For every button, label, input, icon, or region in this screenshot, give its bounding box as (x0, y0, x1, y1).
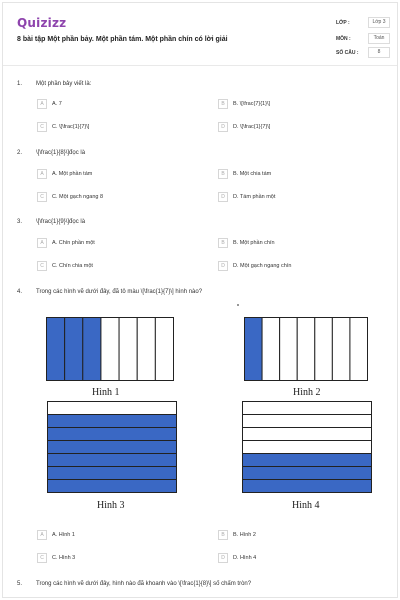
unshaded-part (243, 402, 372, 415)
option-label: B. Một chia tám (233, 171, 272, 177)
shaded-part (48, 480, 177, 493)
shaded-part (48, 467, 177, 480)
option-letter-box: C (37, 122, 47, 132)
figure-3-horizontal-strips (47, 401, 177, 493)
shaded-part (48, 428, 177, 441)
option-letter-box: B (218, 99, 228, 109)
figure-1-caption: Hình 1 (92, 387, 120, 398)
option-letter-box: D (218, 261, 228, 271)
figure-3-caption: Hình 3 (97, 500, 125, 511)
figure-4-caption: Hình 4 (292, 500, 320, 511)
question-5-text: Trong các hình vẽ dưới đây, hình nào đã khoanh vào \[\frac{1}{8}\] số chấm tròn? (36, 581, 252, 587)
shaded-part (65, 318, 83, 381)
shaded-part (243, 467, 372, 480)
option-label: D. Một gạch ngang chín (233, 263, 292, 269)
shaded-part (245, 318, 263, 381)
question-3-text: \[\frac{1}{9}\]đọc là (36, 219, 86, 225)
question-3-number: 3. (17, 219, 23, 225)
option-letter-box: A (37, 238, 47, 248)
question-1-text: Một phần bảy viết là: (36, 81, 92, 87)
option-label: A. Một phần tám (52, 171, 93, 177)
unshaded-part (243, 441, 372, 454)
unshaded-part (101, 318, 119, 381)
option-letter-box: C (37, 261, 47, 271)
option-label: B. Một phần chín (233, 240, 275, 246)
meta-count-label: SỐ CÂU : (336, 50, 359, 56)
figure-2-caption: Hình 2 (293, 387, 321, 398)
option-label: C. Hình 3 (52, 555, 76, 561)
figure-2-vertical-strips (244, 317, 368, 381)
option-letter-box: C (37, 553, 47, 563)
option-label: A. Chín phần một (52, 240, 95, 246)
unshaded-part (243, 415, 372, 428)
quizizz-logo: Quizizz (17, 16, 67, 30)
option-label: C. Chín chia một (52, 263, 93, 269)
figure-1-vertical-strips (46, 317, 174, 381)
option-label: C. \[\frac{1}{7}\] (52, 124, 90, 130)
question-1-number: 1. (17, 81, 23, 87)
option-letter-box: A (37, 99, 47, 109)
shaded-part (48, 441, 177, 454)
option-label: D. \[\frac{1}{7}\] (233, 124, 271, 130)
option-letter-box: D (218, 553, 228, 563)
option-letter-box: D (218, 122, 228, 132)
question-4-text: Trong các hình vẽ dưới đây, đã tô màu \[\frac{1}{7}\] hình nào? (36, 289, 203, 295)
meta-grade-label: LỚP : (336, 20, 350, 26)
shaded-part (243, 480, 372, 493)
unshaded-part (243, 428, 372, 441)
question-2-number: 2. (17, 150, 23, 156)
question-4-number: 4. (17, 289, 23, 295)
shaded-part (48, 454, 177, 467)
option-letter-box: D (218, 192, 228, 202)
option-label: D. Tám phần một (233, 194, 276, 200)
option-label: C. Một gạch ngang 8 (52, 194, 104, 200)
shaded-part (48, 415, 177, 428)
meta-subject-label: MÔN : (336, 36, 351, 42)
option-label: D. Hình 4 (233, 555, 257, 561)
option-letter-box: B (218, 238, 228, 248)
option-label: A. 7 (52, 101, 62, 107)
unshaded-part (297, 318, 315, 381)
figure-4-horizontal-strips (242, 401, 372, 493)
unshaded-part (350, 318, 368, 381)
unshaded-part (155, 318, 173, 381)
header-divider (3, 65, 397, 66)
meta-count-value: 8 (368, 47, 390, 58)
option-letter-box: B (218, 530, 228, 540)
option-label: A. Hình 1 (52, 532, 75, 538)
unshaded-part (48, 402, 177, 415)
shaded-part (243, 454, 372, 467)
option-letter-box: A (37, 169, 47, 179)
unshaded-part (137, 318, 155, 381)
shaded-part (83, 318, 101, 381)
stray-dot (237, 304, 239, 306)
meta-subject-value: Toán (368, 33, 390, 44)
option-letter-box: A (37, 530, 47, 540)
unshaded-part (315, 318, 333, 381)
page-title: 8 bài tập Một phần bảy. Một phần tám. Một phần chín có lời giải (17, 36, 228, 43)
unshaded-part (332, 318, 350, 381)
worksheet-page (2, 2, 398, 598)
unshaded-part (119, 318, 137, 381)
question-2-text: \[\frac{1}{8}\]đọc là (36, 150, 86, 156)
option-letter-box: C (37, 192, 47, 202)
option-label: B. \[\frac{7}{1}\] (233, 101, 270, 107)
option-letter-box: B (218, 169, 228, 179)
option-label: B. Hình 2 (233, 532, 256, 538)
question-5-number: 5. (17, 581, 23, 587)
shaded-part (47, 318, 65, 381)
unshaded-part (280, 318, 298, 381)
meta-grade-value: Lớp 3 (368, 17, 390, 28)
unshaded-part (262, 318, 280, 381)
